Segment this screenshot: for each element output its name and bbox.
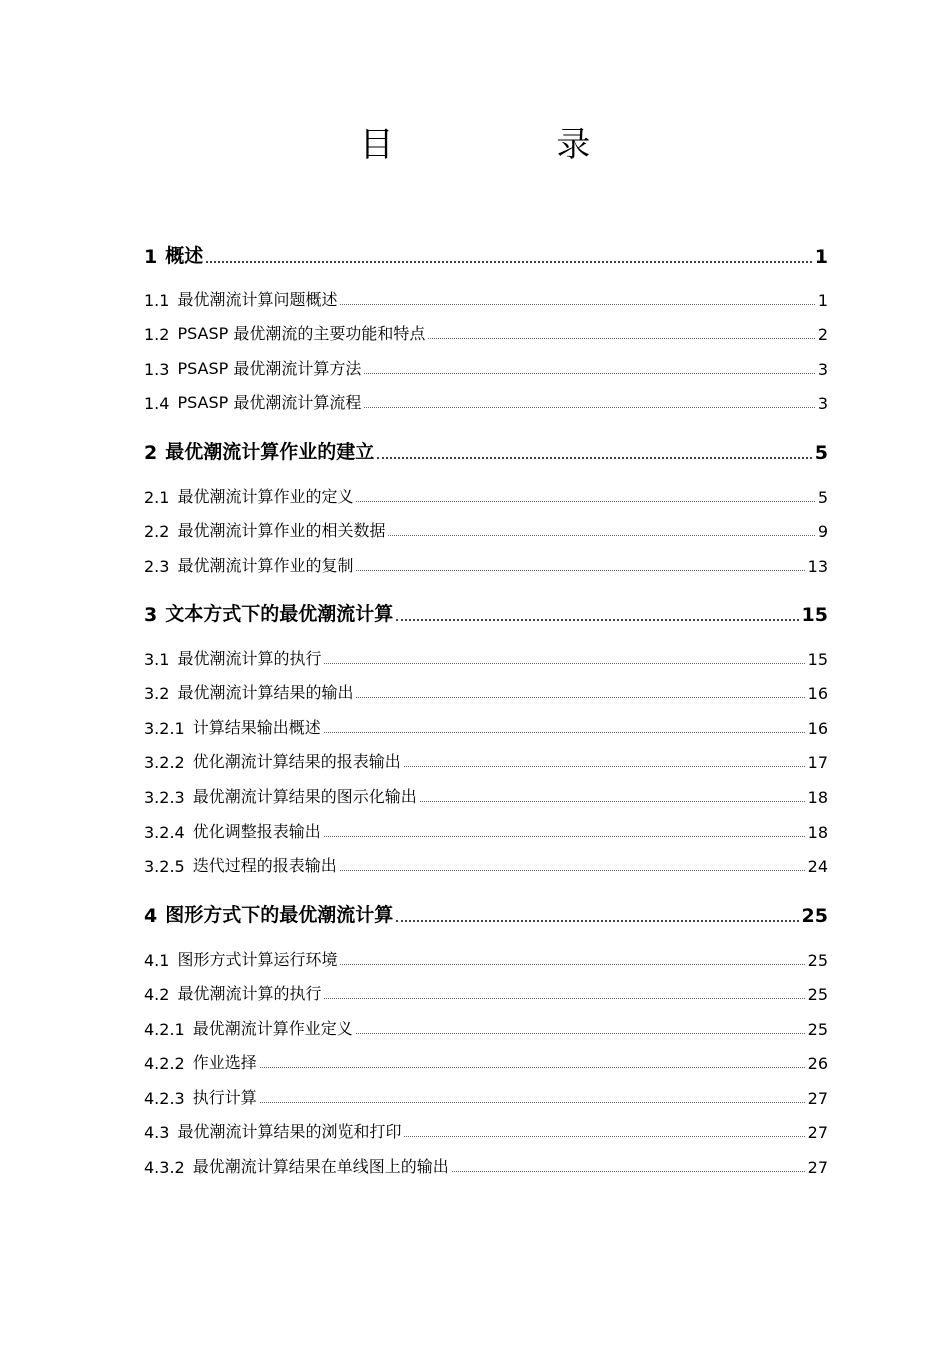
toc-entry-number: 2.1 xyxy=(144,488,170,507)
toc-page-number: 24 xyxy=(807,857,828,876)
toc-entry-title: 最优潮流计算作业定义 xyxy=(192,1019,353,1038)
toc-entry-number: 4.3 xyxy=(144,1123,170,1142)
toc-dot-leader xyxy=(404,1136,804,1137)
toc-page-number: 1 xyxy=(814,246,828,268)
toc-section-entry[interactable] xyxy=(144,286,828,310)
toc-entry-number: 3.2.2 xyxy=(144,753,185,772)
toc-entry-title: 最优潮流计算作业的相关数据 xyxy=(177,521,386,540)
toc-entry-number: 4.3.2 xyxy=(144,1158,185,1177)
toc-entry-title: 图形方式下的最优潮流计算 xyxy=(165,904,394,926)
toc-entry-number: 1 xyxy=(144,246,158,268)
toc-section-entry[interactable] xyxy=(144,1118,828,1142)
toc-page-number: 9 xyxy=(817,522,828,541)
toc-entry-number: 3.2.5 xyxy=(144,857,185,876)
toc-page-number: 3 xyxy=(817,360,828,379)
toc-entry-number: 4.2.3 xyxy=(144,1089,185,1108)
toc-entry-title: PSASP 最优潮流计算方法 xyxy=(177,359,362,378)
toc-dot-leader xyxy=(428,338,814,339)
toc-dot-leader xyxy=(324,836,805,837)
toc-entry-title: 执行计算 xyxy=(192,1088,257,1107)
toc-section-entry[interactable] xyxy=(144,980,828,1004)
toc-page-number: 16 xyxy=(807,684,828,703)
toc-entry-title: 最优潮流计算结果在单线图上的输出 xyxy=(192,1157,449,1176)
toc-page-number: 2 xyxy=(817,325,828,344)
toc-dot-leader xyxy=(206,261,812,263)
toc-chapter-entry[interactable] xyxy=(144,598,828,626)
toc-entry-number: 3.2 xyxy=(144,684,170,703)
toc-entry-number: 3.2.4 xyxy=(144,823,185,842)
toc-page-number: 27 xyxy=(807,1123,828,1142)
toc-section-entry[interactable] xyxy=(144,748,828,772)
toc-section-entry[interactable] xyxy=(144,852,828,876)
toc-page-number: 25 xyxy=(807,1020,828,1039)
toc-dot-leader xyxy=(260,1102,805,1103)
toc-section-entry[interactable] xyxy=(144,355,828,379)
toc-section-entry[interactable] xyxy=(144,783,828,807)
toc-page-number: 25 xyxy=(807,951,828,970)
toc-dot-leader xyxy=(364,373,814,374)
toc-dot-leader xyxy=(356,570,804,571)
toc-entry-number: 4.2.1 xyxy=(144,1020,185,1039)
toc-section-entry[interactable] xyxy=(144,818,828,842)
toc-entry-title: 最优潮流计算的执行 xyxy=(177,984,322,1003)
toc-entry-number: 4 xyxy=(144,905,158,927)
toc-entry-number: 2.2 xyxy=(144,522,170,541)
toc-section-entry[interactable] xyxy=(144,552,828,576)
toc-entry-title: 作业选择 xyxy=(192,1053,257,1072)
toc-section-entry[interactable] xyxy=(144,320,828,344)
toc-entry-number: 3.2.3 xyxy=(144,788,185,807)
toc-dot-leader xyxy=(388,535,814,536)
toc-section-entry[interactable] xyxy=(144,389,828,413)
toc-entry-title: 计算结果输出概述 xyxy=(192,718,321,737)
toc-section-entry[interactable] xyxy=(144,1084,828,1108)
toc-dot-leader xyxy=(404,766,805,767)
toc-entry-title: PSASP 最优潮流的主要功能和特点 xyxy=(177,324,426,343)
toc-dot-leader xyxy=(396,920,798,922)
toc-entry-title: 最优潮流计算作业的建立 xyxy=(165,441,375,463)
toc-chapter-entry[interactable] xyxy=(144,436,828,464)
toc-section-entry[interactable] xyxy=(144,645,828,669)
toc-page-number: 13 xyxy=(807,557,828,576)
toc-page-number: 1 xyxy=(817,291,828,310)
toc-entry-title: 图形方式计算运行环境 xyxy=(177,950,338,969)
toc-page-number: 18 xyxy=(807,823,828,842)
toc-dot-leader xyxy=(340,964,804,965)
toc-section-entry[interactable] xyxy=(144,946,828,970)
toc-dot-leader xyxy=(356,501,814,502)
toc-dot-leader xyxy=(420,801,805,802)
toc-dot-leader xyxy=(324,732,805,733)
toc-dot-leader xyxy=(364,407,814,408)
toc-chapter-entry[interactable] xyxy=(144,240,828,268)
toc-dot-leader xyxy=(340,304,814,305)
toc-dot-leader xyxy=(356,697,804,698)
toc-page-number: 5 xyxy=(814,442,828,464)
toc-page-number: 5 xyxy=(817,488,828,507)
toc-page-number: 18 xyxy=(807,788,828,807)
toc-entry-title: 优化潮流计算结果的报表输出 xyxy=(192,752,401,771)
toc-entry-number: 1.2 xyxy=(144,325,170,344)
toc-dot-leader xyxy=(340,870,805,871)
toc-section-entry[interactable] xyxy=(144,714,828,738)
toc-page-number: 26 xyxy=(807,1054,828,1073)
toc-entry-number: 1.3 xyxy=(144,360,170,379)
toc-entry-title: 优化调整报表输出 xyxy=(192,822,321,841)
toc-entry-title: 最优潮流计算的执行 xyxy=(177,649,322,668)
toc-page-number: 27 xyxy=(807,1158,828,1177)
toc-entry-number: 1.1 xyxy=(144,291,170,310)
toc-section-entry[interactable] xyxy=(144,483,828,507)
toc-entry-title: 概述 xyxy=(165,245,204,267)
toc-entry-number: 2 xyxy=(144,442,158,464)
toc-entry-title: 文本方式下的最优潮流计算 xyxy=(165,603,394,625)
toc-entry-title: PSASP 最优潮流计算流程 xyxy=(177,393,362,412)
toc-dot-leader xyxy=(260,1067,805,1068)
toc-entry-number: 4.2 xyxy=(144,985,170,1004)
toc-dot-leader xyxy=(356,1033,805,1034)
toc-entry-number: 4.1 xyxy=(144,951,170,970)
toc-entry-number: 3 xyxy=(144,604,158,626)
toc-entry-title: 最优潮流计算结果的浏览和打印 xyxy=(177,1122,402,1141)
toc-entry-number: 2.3 xyxy=(144,557,170,576)
toc-section-entry[interactable] xyxy=(144,517,828,541)
toc-section-entry[interactable] xyxy=(144,1015,828,1039)
toc-dot-leader xyxy=(377,457,812,459)
toc-page-number: 27 xyxy=(807,1089,828,1108)
toc-section-entry[interactable] xyxy=(144,1153,828,1177)
toc-page-number: 17 xyxy=(807,753,828,772)
toc-entry-number: 1.4 xyxy=(144,394,170,413)
toc-section-entry[interactable] xyxy=(144,679,828,703)
toc-page-number: 15 xyxy=(807,650,828,669)
toc-entry-title: 迭代过程的报表输出 xyxy=(192,856,337,875)
toc-dot-leader xyxy=(396,619,798,621)
toc-page-number: 25 xyxy=(801,905,828,927)
toc-entry-title: 最优潮流计算结果的图示化输出 xyxy=(192,787,417,806)
toc-page-number: 25 xyxy=(807,985,828,1004)
toc-page-number: 15 xyxy=(801,604,828,626)
page-title: 目 录 xyxy=(359,125,667,165)
toc-dot-leader xyxy=(324,663,804,664)
toc-section-entry[interactable] xyxy=(144,1049,828,1073)
toc-chapter-entry[interactable] xyxy=(144,899,828,927)
toc-entry-title: 最优潮流计算作业的定义 xyxy=(177,487,354,506)
toc-entry-title: 最优潮流计算结果的输出 xyxy=(177,683,354,702)
toc-dot-leader xyxy=(324,998,804,999)
toc-entry-title: 最优潮流计算作业的复制 xyxy=(177,556,354,575)
toc-entry-number: 3.2.1 xyxy=(144,719,185,738)
toc-entry-title: 最优潮流计算问题概述 xyxy=(177,290,338,309)
toc-entry-number: 4.2.2 xyxy=(144,1054,185,1073)
toc-dot-leader xyxy=(452,1171,805,1172)
toc-page-number: 16 xyxy=(807,719,828,738)
toc-entry-number: 3.1 xyxy=(144,650,170,669)
toc-page-number: 3 xyxy=(817,394,828,413)
